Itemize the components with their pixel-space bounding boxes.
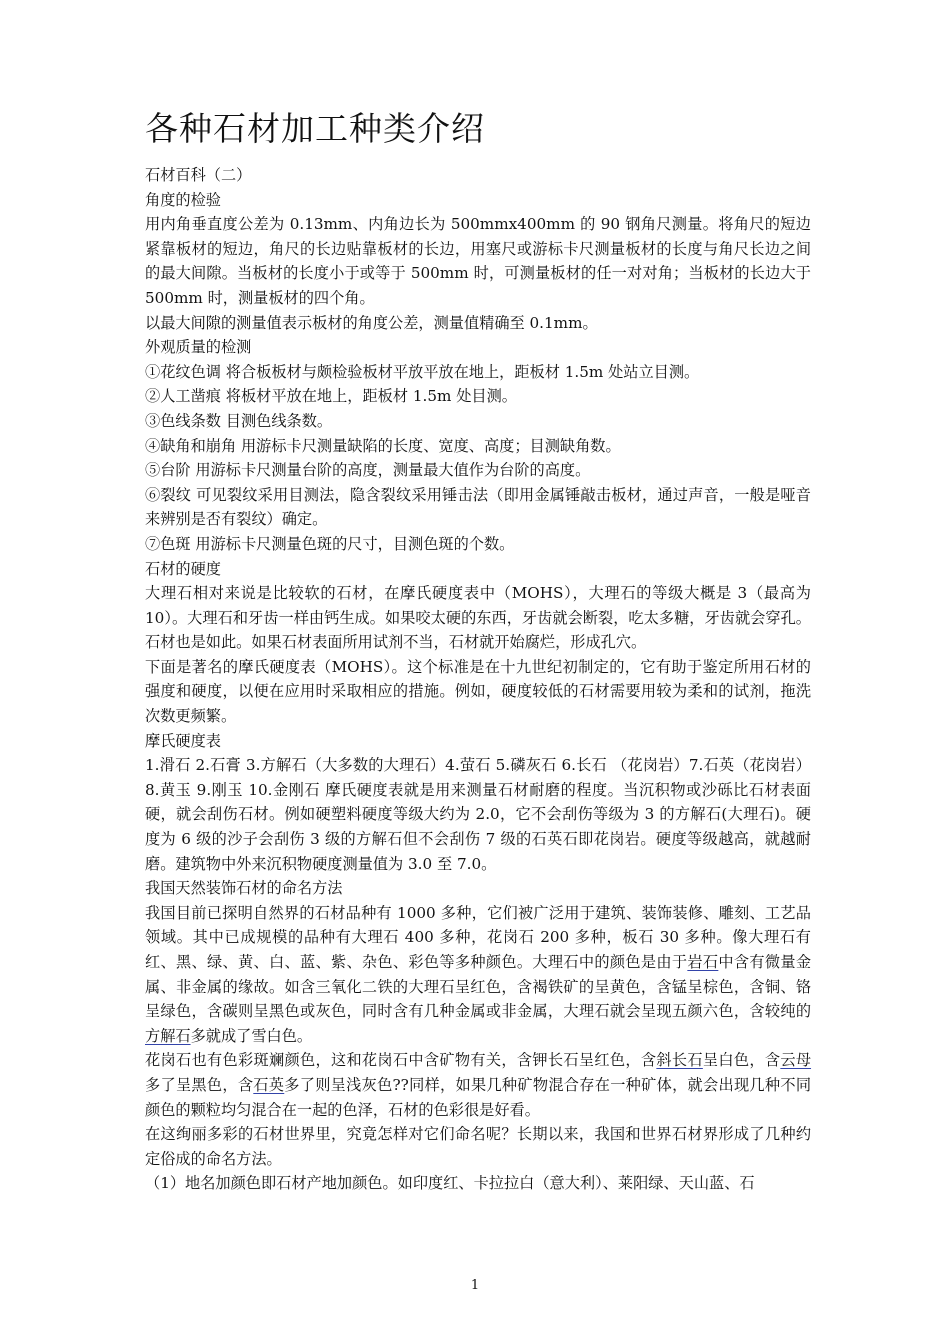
text-run: 多了呈黑色，含 [145,1075,254,1094]
text-run: 多了则呈浅灰色??同样，如果几种矿物混合存在一种矿体，就会出现几种不同颜色的颗粒均匀混合在一起的色泽，石材的色彩很是好看。 [145,1075,812,1119]
paragraph [145,1048,811,1122]
hyperlink-rock[interactable]: 岩石 [687,953,719,971]
paragraph: 石材百科（二） [145,166,252,184]
paragraph: 1.滑石 2.石膏 3.方解石（大多数的大理石）4.萤石 5.磷灰石 6.长石 （花岗岩）7.石英（花岗岩）8.黄玉 9.刚玉 10.金刚石 摩氏硬度表就是用来测量石材耐磨的程度。当沉积物或沙砾比石材表面硬，就会刮伤石材。例如硬塑料硬度等级大约为 2.0，它不会刮伤等级为 3 的方解石(大理石)。硬度为 6 级的沙子会刮伤 3 级的方解石但不会刮伤 7 级的石英石即花岗岩。硬度等级越高，就越耐磨。建筑物中外来沉积物硬度测量值为 3.0 至 7.0。 [145,756,811,873]
paragraph [145,901,811,1049]
hyperlink-plagioclase[interactable]: 斜长石 [656,1051,703,1070]
paragraph: 以最大间隙的测量值表示板材的角度公差，测量值精确至 0.1mm。 [145,313,598,332]
paragraph: 在这绚丽多彩的石材世界里，究竟怎样对它们命名呢？长期以来，我国和世界石材界形成了几种约定俗成的命名方法。 [145,1125,811,1168]
paragraph: 大理石相对来说是比较软的石材，在摩氏硬度表中（MOHS），大理石的等级大概是 3（最高为 10）。大理石和牙齿一样由钙生成。如果咬太硬的东西，牙齿就会断裂，吃太多糖，牙齿就会穿孔。石材也是如此。如果石材表面所用试剂不当，石材就开始腐烂，形成孔穴。 [145,584,811,652]
list-item: ⑦色斑 用游标卡尺测量色斑的尺寸，目测色斑的个数。 [145,534,515,553]
section-heading: 外观质量的检测 [145,338,252,357]
paragraph: （1）地名加颜色即石材产地加颜色。如印度红、卡拉拉白（意大利）、莱阳绿、天山蓝、石 [145,1174,755,1193]
hyperlink-quartz[interactable]: 石英 [253,1075,285,1094]
document-body [145,163,811,1196]
text-run: 花岗石也有色彩斑斓颜色，这和花岗石中含矿物有关，含钾长石呈红色，含 [145,1051,657,1070]
list-item: ③色线条数 目测色线条数。 [145,411,333,430]
section-heading: 石材的硬度 [145,559,221,578]
section-heading: 摩氏硬度表 [145,731,221,750]
text-run: 中含有微量金属、非金属的缘故。如含三氧化二铁的大理石呈红色，含褐铁矿的呈黄色，含锰呈棕色，含铜、铬呈绿色，含碳则呈黑色或灰色，同时含有几种金属或非金属，大理石就会呈现五颜六色，含较纯的 [145,953,812,1021]
document-title: 各种石材加工种类介绍 [145,109,485,148]
text-run: 我国目前已探明自然界的石材品种有 1000 多种，它们被广泛用于建筑、装饰装修、雕刻、工艺品领域。其中已成规模的品种有大理石 400 多种，花岗石 200 多种，板石 30 多种。像大理石有红、黑、绿、黄、白、蓝、紫、杂色、彩色等多种颜色。大理石中的颜色是由于 [145,903,811,971]
list-item: ⑤台阶 用游标卡尺测量台阶的高度，测量最大值作为台阶的高度。 [145,461,591,480]
list-item: ②人工凿痕 将板材平放在地上，距板材 1.5m 处目测。 [145,387,517,406]
paragraph: 用内角垂直度公差为 0.13mm、内角边长为 500mmx400mm 的 90 钢角尺测量。将角尺的短边紧靠板材的短边，角尺的长边贴靠板材的长边，用塞尺或游标卡尺测量板材的长度与角尺长边之间的最大间隙。当板材的长度小于或等于 500mm 时，可测量板材的任一对对角；当板材的长边大于 500mm 时，测量板材的四个角。 [145,215,811,307]
text-run: 呈白色，含 [702,1051,781,1070]
page-number: 1 [470,1278,480,1293]
text-run: 多就成了雪白色。 [190,1026,313,1045]
section-heading: 角度的检验 [145,190,221,209]
list-item: ⑥裂纹 可见裂纹采用目测法，隐含裂纹采用锤击法（即用金属锤敲击板材，通过声音，一般是哑音来辨别是否有裂纹）确定。 [145,485,811,529]
list-item: ④缺角和崩角 用游标卡尺测量缺陷的长度、宽度、高度；目测缺角数。 [145,436,621,455]
paragraph: 下面是著名的摩氏硬度表（MOHS）。这个标准是在十九世纪初制定的，它有助于鉴定所用石材的强度和硬度，以便在应用时采取相应的措施。例如，硬度较低的石材需要用较为柔和的试剂，拖洗次数更频繁。 [145,657,811,726]
hyperlink-calcite[interactable]: 方解石 [145,1026,191,1045]
section-heading: 我国天然装饰石材的命名方法 [145,879,343,898]
hyperlink-mica[interactable]: 云母 [780,1051,812,1070]
list-item: ①花纹色调 将合板板材与颇检验板材平放平放在地上，距板材 1.5m 处站立目测。 [145,362,700,381]
